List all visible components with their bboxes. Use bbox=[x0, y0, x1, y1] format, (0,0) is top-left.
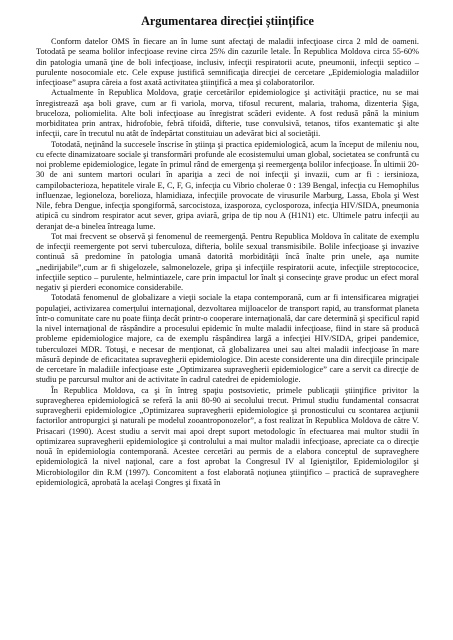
document-title: Argumentarea direcției științifice bbox=[141, 14, 314, 28]
paragraph-globalization: Totodată fenomenul de globalizare a vieţii sociale la etapa contemporană, cum ar fi intensificarea migraţiei populaţiei, activizarea comerţului internaţional, dezvoltarea mijloacelor de transport rapid, au transformat planeta într-o comunitate care nu poate fiinţa decât printr-o cooperare internaţională, dar care determină şi specificul rapid la nivel internaţional de răspândire a procesului epidemic în multe maladii infecţioase, fiind in stare să producă probleme epidemiologice majore, ca de exemplu răspândirea largă a infecţiei HIV/SIDA, gripei pandemice, tuberculozei MDR. Totuşi, e necesar de menţionat, că globalizarea unei sau altei maladii infecţioase în mare măsură depinde de eficacitatea supravegherii epidemiologice. Din aceste considerente una din direcţiile principale de cercetare în maladiile infecţioase este „Optimizarea supravegherii epidemiologice” care a servit ca direcţie de studiu pe parcursul multor ani de activitate în cadrul catedrei de epidemiologie. bbox=[36, 293, 419, 385]
paragraph-current-state: Actualmente în Republica Moldova, graţie cercetărilor epidemiologice şi activităţii practice, nu se mai înregistrează aşa boli grave, cum ar fi variola, morva, tifosul recurent, malaria, trahoma, dizenteria Şiga, bruceloza, poliomielita. Alte boli infecţioase au înregistrat scăderi evidente. A fost redusă până la minium morbiditatea prin antrax, hidrofobie, febră tifoidă, difterie, tuse convulsivă, tetanos, tifos exantematic şi alte infecţii, care în trecutul nu atât de îndepărtat constituiau un adevărat bici al societăţii. bbox=[36, 88, 419, 139]
paragraph-reemergence: Tot mai frecvent se observă şi fenomenul de reemergenţă. Pentru Republica Moldova în calitate de exemplu de infecţii reemergente pot servi tuberculoza, difteria, bolile sexual transmisibile. Bolile infecţioase şi invazive continuă să predomine în patologia umană datorită morbidităţii încă înalte prin unele, aşa numite „nedirijabile”,cum ar fi shigelozele, salmonelozele, gripa şi infecţiile respiratorii acute, infecţiile streptococice, infecţiile septico – purulente, helmintiazele, care prin impactul lor înalt şi consecinţe grave produc un efect moral negativ şi pierderi economice considerabile. bbox=[36, 231, 419, 292]
paragraph-emergence: Totodată, neţinând la succesele înscrise în ştiinţa şi practica epidemiologică, acum la început de mileniu nou, cu efecte dinamizatoare sociale şi transformări profunde ale ecosistemului uman global, societatea se confruntă cu noi probleme epidemiologice, legate în primul rând de emergenţa şi reemergenţa bolilor infecţioase. În ultimii 20-30 de ani suntem martori oculari în apariţia a zeci de noi infecţii şi invazii, cum ar fi : iersinioza, campilobacterioza, hepatitele virale E, C, F, G, infecţia cu Vibrio cholerae 0 : 139 Bengal, infecţia cu Hemophilus influenzae, legioneloza, borelioza, hlamidiaza, infecţiile provocate de virusurile Marburg, Lassa, Ebola şi West Nile, febra Dengue, infecţia spongiformă, sarcocistoza, izasporoza, cyclosporoza, infecţia HIV/SIDA, pneumonia atipică cu sindrom respirator acut sever, gripa aviară, gripa de tip nou A (H1N1) etc. Ultimele patru infecţii au deranjat de-a binelea întreaga lume. bbox=[36, 139, 419, 231]
paragraph-intro: Conform datelor OMS în fiecare an în lume sunt afectaţi de maladii infecţioase circa 2 mld de oameni. Totodată pe seama bolilor infecţioase revine circa 25% din cazurile letale. În Republica Moldova circa 55-60% din patologia umană ţine de boli infecţioase, inclusiv, infecţii respiratorii acute, pneumonii, infecţii septico – purulente nosocomiale etc. Cele expuse justifică semnificaţia direcţiei de cercetare „Epidemiologia maladiilor infecţioase” asupra căreia a fost axată activitatea ştiinţifică a mea şi colaboratorilor. bbox=[36, 37, 419, 87]
paragraph-moldova-surveillance: În Republica Moldova, ca şi în întreg spaţiu postsovietic, primele publicaţii ştiinţifice privitor la supravegherea epidemiologică se referă la anii 80-90 ai secolului trecut. Primul studiu fundamental consacrat supravegherii epidemiologice „Optimizarea supravegherii epidemiologice şi pronosticului cu scontarea acţiunii factorilor antropurgici şi naturali pe modelul zooantroponozelor”, a fost realizat în Republica Moldova de către V. Prisacari (1990). Acest studiu a servit mai apoi drept suport metodologic în efectuarea mai multor studii în optimizarea supravegherii epidemiologice şi controlului a mai multor maladii infecţioase, apreciate ca o direcţie nouă în epidemiologia contemporană. Acestee cercetări au permis de a elabora conceptul de supraveghere epidemiologică la nivel naţional, care a fost aprobat la Congresul IV al Igieniştilor, Epidemiologilor şi Microbiologilor din R.M (1997). Concomitent a fost elaborată noţiunea ştiinţifico – practică de supraveghere epidemiologică, aprobată la acelaşi Congres şi fixată în bbox=[36, 385, 419, 487]
